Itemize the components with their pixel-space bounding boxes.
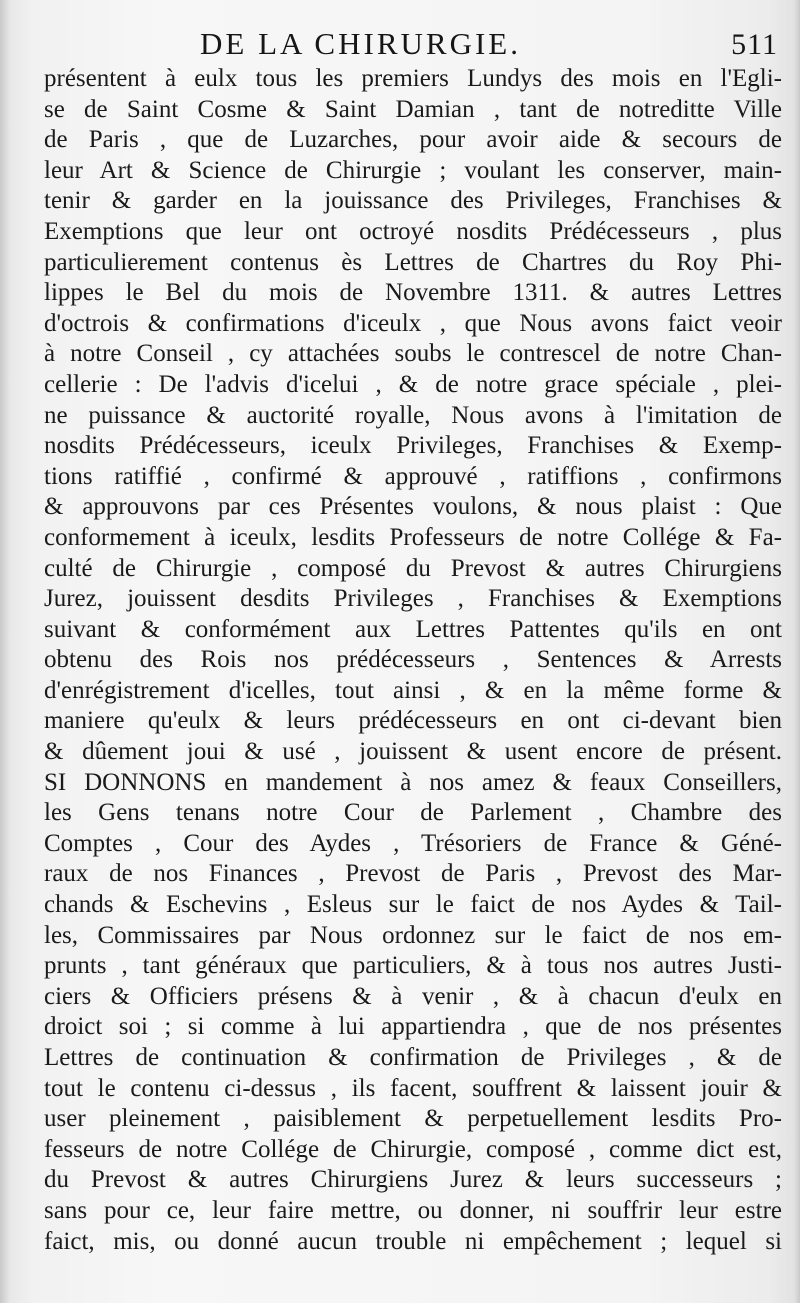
text-line: tout le contenu ci-dessus , ils facent, souffrent & laissent jouir & [44,1074,782,1102]
text-line: prunts , tant généraux que particuliers, & à tous nos autres Justi- [44,952,782,980]
text-line: ne puissance & auctorité royalle, Nous avons à l'imitation de [44,401,782,429]
text-line: droict soi ; si comme à lui appartiendra , que de nos présentes [44,1013,782,1041]
text-line: les, Commissaires par Nous ordonnez sur le faict de nos em- [44,921,782,949]
text-line: Lettres de continuation & confirmation de Privileges , & de [44,1044,782,1071]
text-line: faict, mis, ou donné aucun trouble ni empêchement ; lequel si [44,1227,782,1255]
text-line: conformement à iceulx, lesdits Professeurs de notre Collége & Fa- [44,523,782,551]
text-line: tions ratiffié , confirmé & approuvé , ratiffions , confirmons [44,462,782,490]
text-line: nosdits Prédécesseurs, iceulx Privileges, Franchises & Exemp- [44,432,782,460]
body-text [44,64,782,1257]
text-line: fesseurs de notre Collége de Chirurgie, composé , comme dict est, [44,1135,782,1163]
text-line: à notre Conseil , cy attachées soubs le contrescel de notre Chan- [44,340,782,368]
text-line: présentent à eulx tous les premiers Lundys des mois en l'Egli- [44,65,782,92]
text-line: les Gens tenans notre Cour de Parlement , Chambre des [44,799,782,827]
text-line: SI DONNONS en mandement à nos amez & feaux Conseillers, [44,768,782,796]
text-line: cellerie : De l'advis d'icelui , & de notre grace spéciale , plei- [44,370,782,398]
text-line: maniere qu'eulx & leurs prédécesseurs en ont ci-devant bien [44,707,782,735]
gutter-shadow [0,0,10,1303]
text-line: & approuvons par ces Présentes voulons, & nous plaist : Que [44,493,782,521]
text-line: suivant & conformément aux Lettres Pattentes qu'ils en ont [44,615,782,643]
text-line: chands & Eschevins , Esleus sur le faict de nos Aydes & Tail- [44,891,782,919]
text-line: leur Art & Science de Chirurgie ; voulant les conserver, main- [44,156,782,184]
text-line: obtenu des Rois nos prédécesseurs , Sentences & Arrests [44,646,782,674]
text-line: d'octrois & confirmations d'iceulx , que Nous avons faict veoir [44,309,782,337]
text-line: du Prevost & autres Chirurgiens Jurez & leurs successeurs ; [44,1166,782,1194]
text-line: raux de nos Finances , Prevost de Paris , Prevost des Mar- [44,860,782,888]
running-title: DE LA CHIRURGIE. [200,26,521,61]
page-number: 511 [731,28,778,61]
text-line: Jurez, jouissent desdits Privileges , Franchises & Exemptions [44,585,782,613]
text-line: ciers & Officiers présens & à venir , & à chacun d'eulx en [44,982,782,1010]
text-line: lippes le Bel du mois de Novembre 1311. & autres Lettres [44,279,782,307]
page-edge-shadow [794,0,800,1303]
text-line: user pleinement , paisiblement & perpetuellement lesdits Pro- [44,1105,782,1133]
text-line: particulierement contenus ès Lettres de Chartres du Roy Phi- [44,248,782,276]
text-line: culté de Chirurgie , composé du Prevost & autres Chirurgiens [44,554,782,582]
text-line: de Paris , que de Luzarches, pour avoir aide & secours de [44,126,782,154]
text-line: d'enrégistrement d'icelles, tout ainsi , & en la même forme & [44,676,782,704]
text-line: Comptes , Cour des Aydes , Trésoriers de France & Géné- [44,829,782,857]
text-line: & dûement joui & usé , jouissent & usent encore de présent. [44,738,782,766]
text-line: tenir & garder en la jouissance des Privileges, Franchises & [44,187,782,215]
text-line: Exemptions que leur ont octroyé nosdits Prédécesseurs , plus [44,217,782,245]
text-line: sans pour ce, leur faire mettre, ou donner, ni souffrir leur estre [44,1196,782,1224]
text-line: se de Saint Cosme & Saint Damian , tant de notreditte Ville [44,95,782,123]
